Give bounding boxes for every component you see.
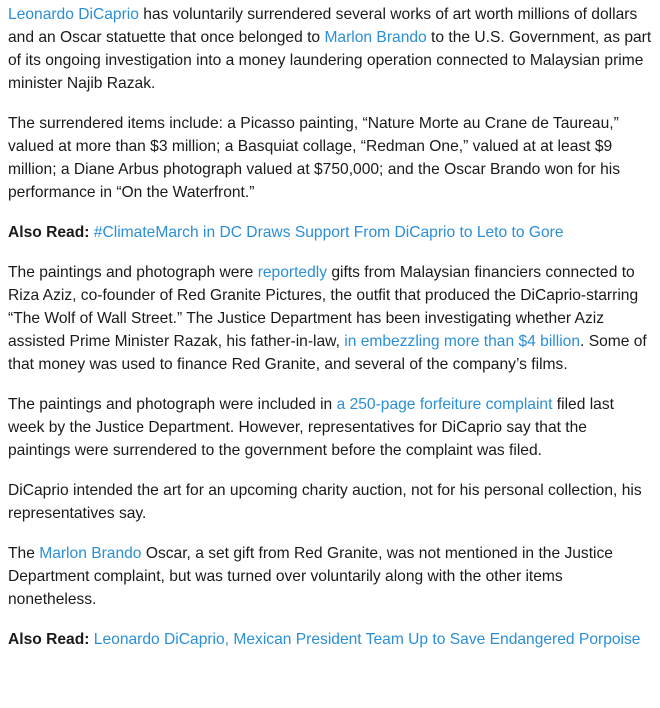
- paragraph-intro: [8, 3, 652, 95]
- paragraph-text: The paintings and photograph were included in: [8, 396, 337, 413]
- paragraph-text: filed last week by the Justice Department. However, representatives for DiCaprio say that the paintings were surrendered to the government before the complaint was filed.: [8, 396, 614, 459]
- paragraph-text: The paintings and photograph were: [8, 264, 258, 281]
- paragraph-text: The: [8, 545, 40, 562]
- paragraph-text: to the U.S. Government, as part of its ongoing investigation into a money laundering operation connected to Malaysian prime minister Najib Razak.: [8, 29, 652, 92]
- paragraph-charity: DiCaprio intended the art for an upcoming charity auction, not for his personal collection, his representatives say.: [8, 482, 642, 522]
- link-leonardo-dicaprio[interactable]: Leonardo DiCaprio: [8, 6, 139, 23]
- link-embezzling[interactable]: in embezzling more than $4 billion: [344, 333, 581, 350]
- link-reportedly[interactable]: reportedly: [257, 264, 328, 281]
- also-read-label: Also Read:: [8, 631, 90, 648]
- paragraph-text: gifts from Malaysian financiers connected to Riza Aziz, co-founder of Red Granite Pictures, the outfit that produced the DiCaprio-starring “The Wolf of Wall Street.” The Justice Department has been investigating whether Aziz assisted Prime Minister Razak, his father-in-law,: [8, 264, 639, 350]
- paragraph-oscar: [8, 542, 652, 611]
- also-read-2: [8, 628, 652, 651]
- also-read-1: [8, 221, 652, 244]
- link-marlon-brando-2[interactable]: Marlon Brando: [39, 545, 142, 562]
- paragraph-surrendered-items: The surrendered items include: a Picasso painting, “Nature Morte au Crane de Taureau,” valued at more than $3 million; a Basquiat collage, “Redman One,” valued at at least $9 million; a Diane Arbus photograph valued at $750,000; and the Oscar Brando won for his performance in “On the Waterfront.”: [8, 115, 621, 201]
- paragraph-complaint: [8, 393, 652, 462]
- link-endangered-porpoise[interactable]: Leonardo DiCaprio, Mexican President Team Up to Save Endangered Porpoise: [93, 631, 641, 648]
- link-marlon-brando[interactable]: Marlon Brando: [324, 29, 427, 46]
- paragraph-text: . Some of that money was used to finance Red Granite, and several of the company’s films.: [8, 333, 647, 373]
- also-read-label: Also Read:: [8, 224, 90, 241]
- link-climate-march[interactable]: #ClimateMarch in DC Draws Support From DiCaprio to Leto to Gore: [93, 224, 564, 241]
- paragraph-gifts: [8, 261, 652, 376]
- link-forfeiture-complaint[interactable]: a 250-page forfeiture complaint: [336, 396, 553, 413]
- paragraph-text: has voluntarily surrendered several works of art worth millions of dollars and an Oscar statuette that once belonged to: [8, 6, 638, 46]
- paragraph-text: Oscar, a set gift from Red Granite, was not mentioned in the Justice Department complaint, but was turned over voluntarily along with the other items nonetheless.: [8, 545, 613, 608]
